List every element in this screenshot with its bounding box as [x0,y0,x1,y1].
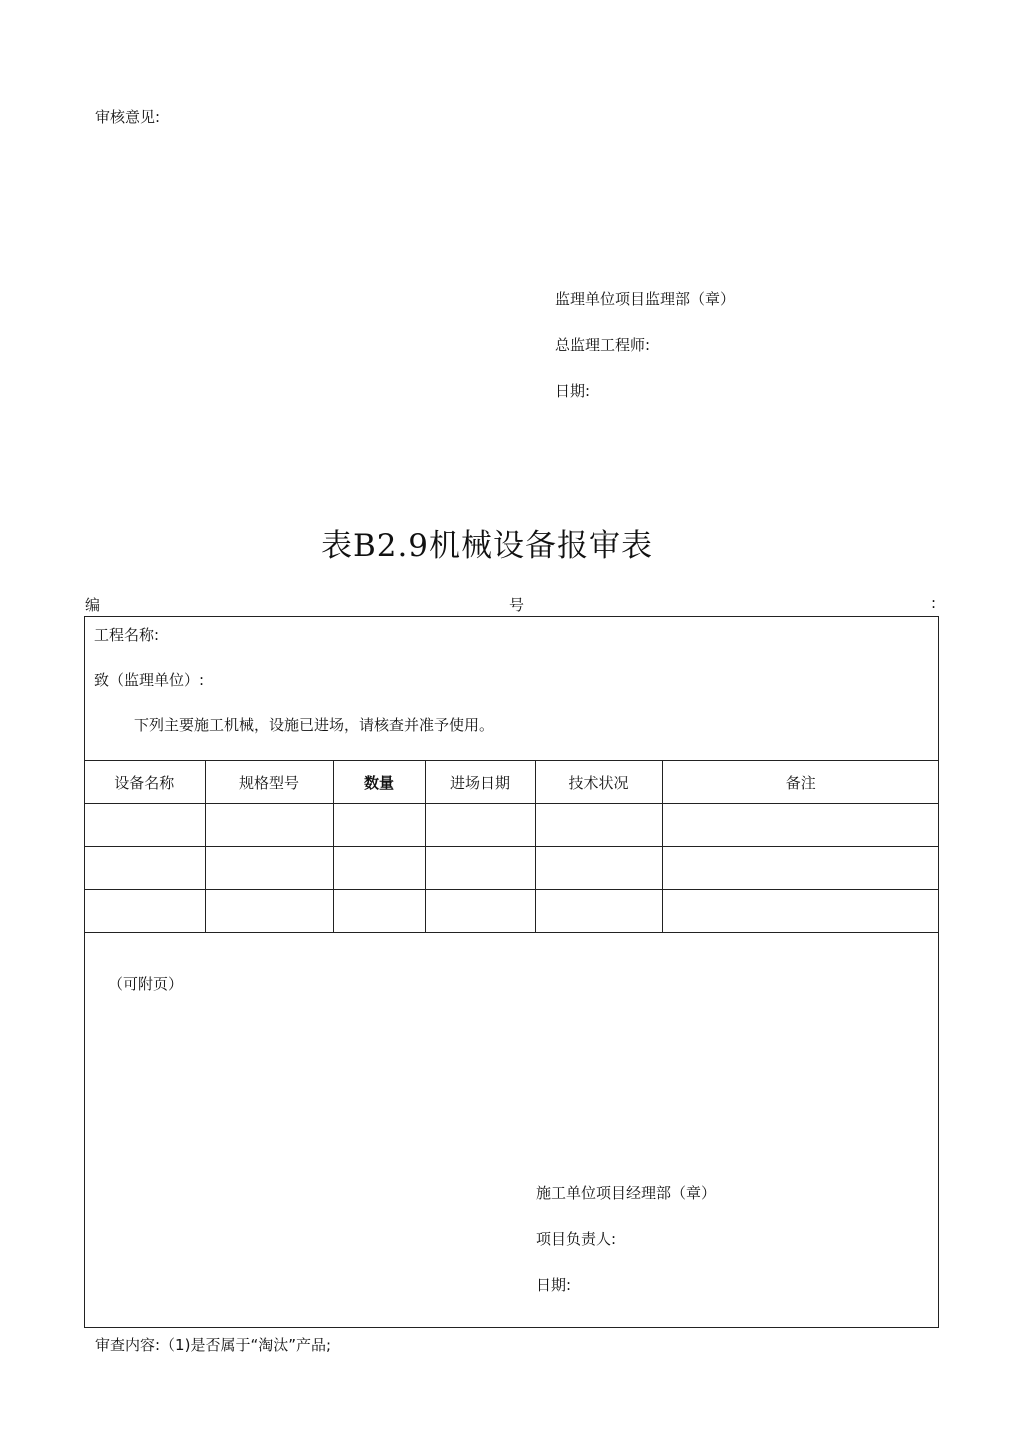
table-cell[interactable] [535,847,662,890]
table-cell[interactable] [535,804,662,847]
table-cell[interactable] [425,804,535,847]
contractor-seal-label: 施工单位项目经理部（章） [536,1184,717,1202]
table-cell[interactable] [662,804,939,847]
code-label-part1: 编 [85,596,101,614]
table-header-row [84,761,939,804]
table-cell[interactable] [662,890,939,933]
header-entry-date: 进场日期 [425,761,535,804]
project-name-label: 工程名称: [94,626,160,644]
chief-engineer-label: 总监理工程师: [555,336,651,354]
review-opinion-label: 审核意见: [95,108,161,126]
table-cell[interactable] [662,847,939,890]
header-remarks: 备注 [662,761,939,804]
table-cell[interactable] [84,804,205,847]
table-row [84,847,939,890]
table-cell[interactable] [205,804,333,847]
intro-text: 下列主要施工机械，设施已进场，请核查并准予使用。 [134,716,495,734]
table-cell[interactable] [84,847,205,890]
to-supervisor-label: 致（监理单位）: [94,671,205,689]
code-label-part2: 号 [509,596,525,614]
table-cell[interactable] [333,847,425,890]
form-title: 表B2.9机械设备报审表 [320,528,654,564]
header-technical-status: 技术状况 [535,761,662,804]
header-quantity: 数量 [333,761,425,804]
contractor-date-label: 日期: [536,1276,572,1294]
supervisor-date-label: 日期: [555,382,591,400]
table-cell[interactable] [333,804,425,847]
table-cell[interactable] [205,847,333,890]
code-colon: : [931,594,937,612]
attachment-note: （可附页） [108,975,184,993]
supervisor-seal-label: 监理单位项目监理部（章） [555,290,736,308]
table-cell[interactable] [84,890,205,933]
table-cell[interactable] [333,890,425,933]
project-manager-label: 项目负责人: [536,1230,617,1248]
table-cell[interactable] [535,890,662,933]
review-content-footnote: 审查内容:（1)是否属于“淘汰”产品; [95,1336,332,1354]
table-cell[interactable] [425,890,535,933]
table-row [84,890,939,933]
table-cell[interactable] [205,890,333,933]
header-spec-model: 规格型号 [205,761,333,804]
table-cell[interactable] [425,847,535,890]
table-row [84,804,939,847]
equipment-table [84,760,939,933]
header-equipment-name: 设备名称 [84,761,205,804]
